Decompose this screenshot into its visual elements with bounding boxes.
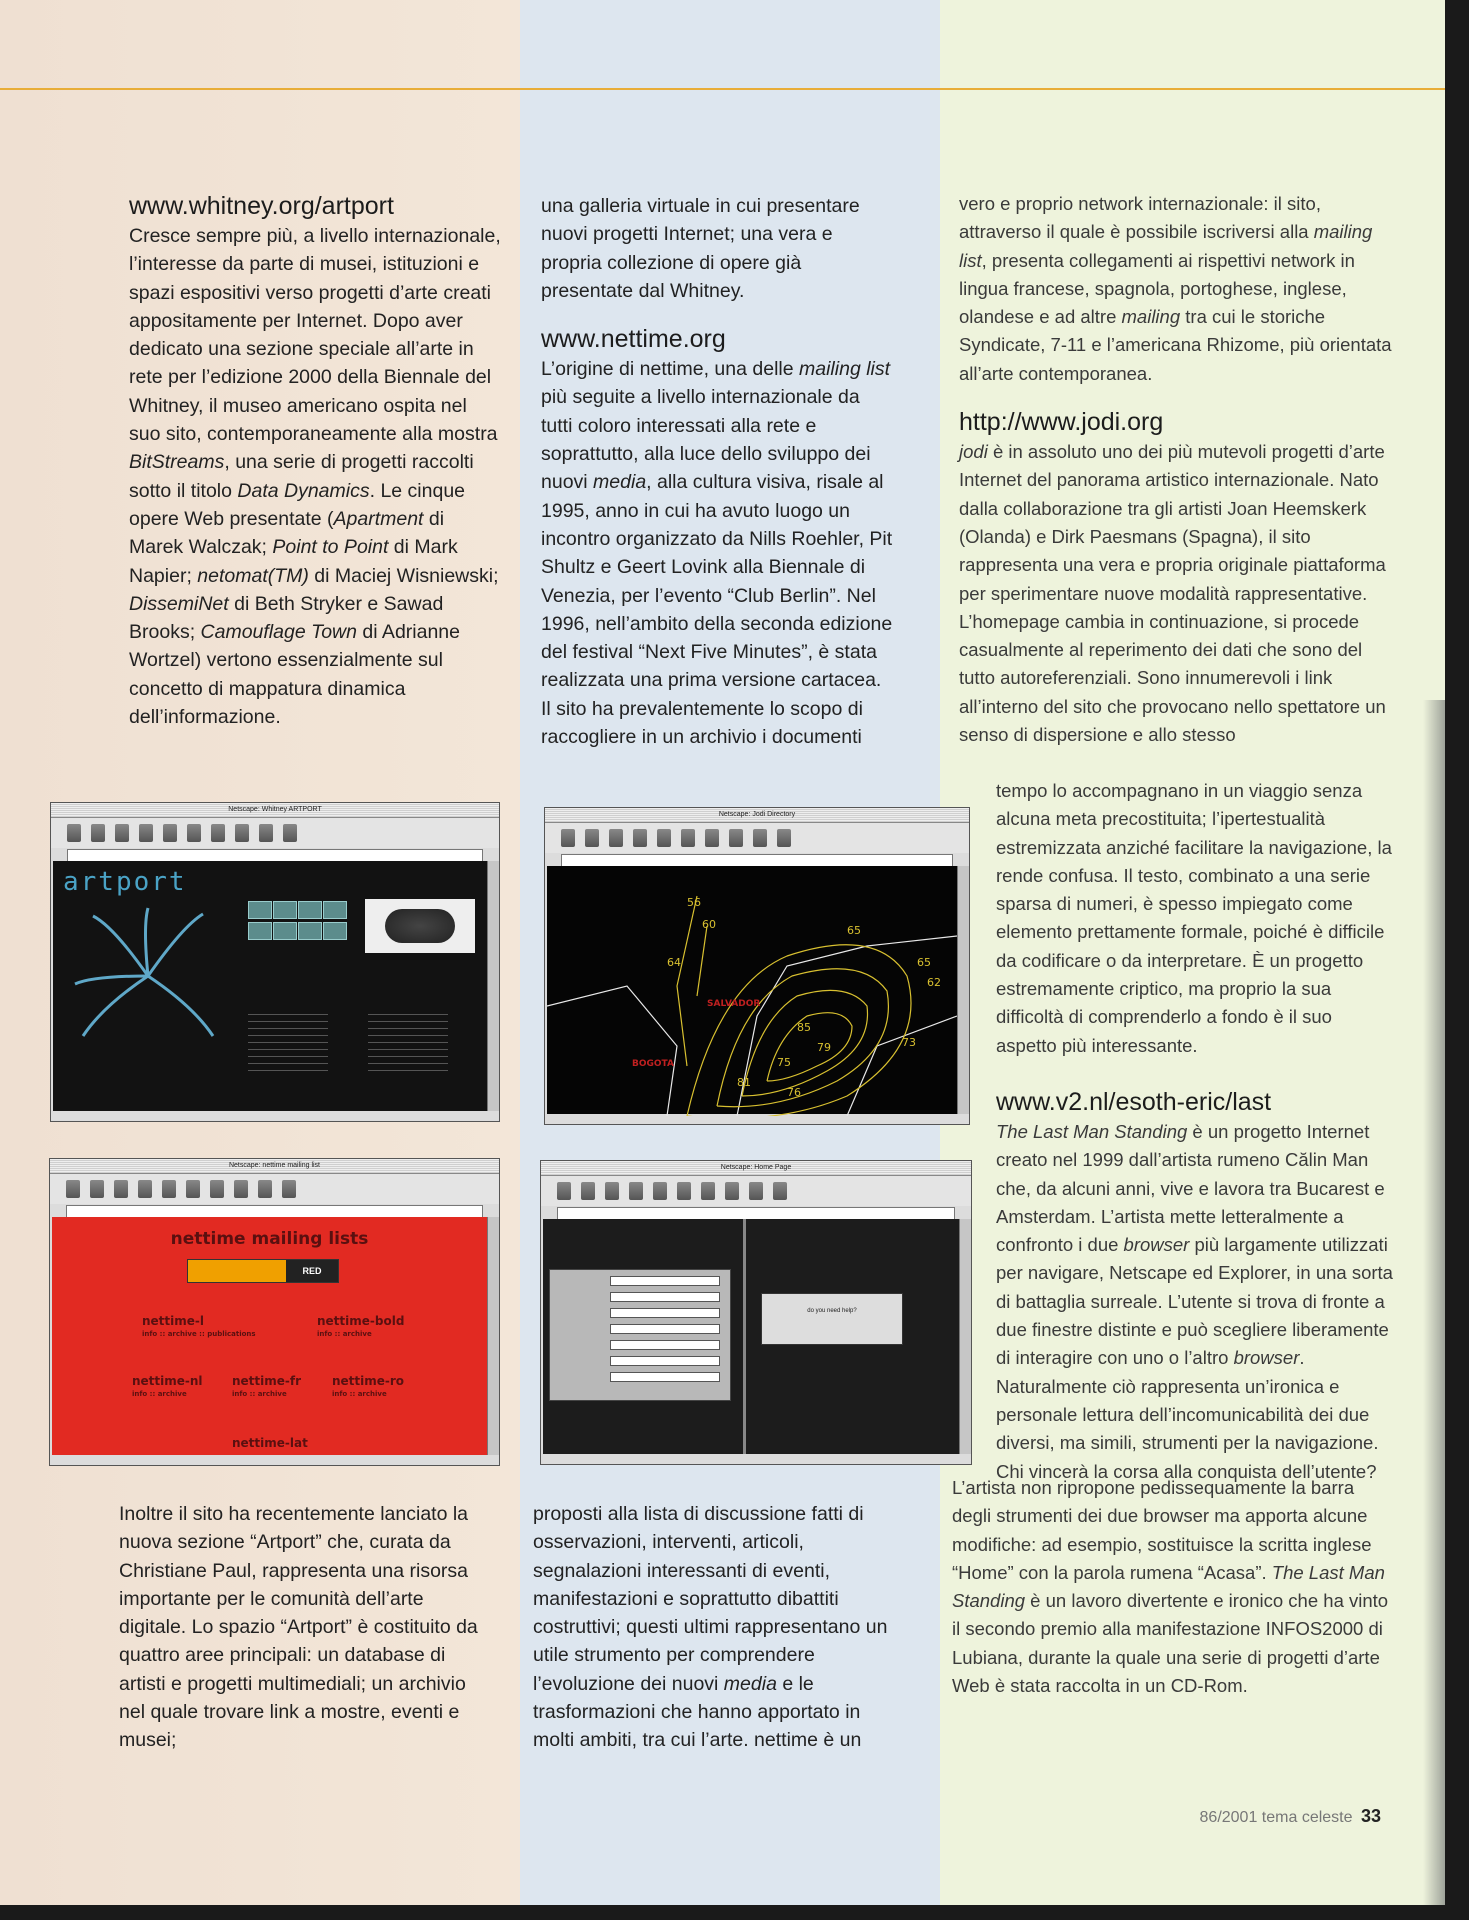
scrollbar: [487, 861, 499, 1111]
screenshot-last-man-standing: [540, 1160, 972, 1465]
paragraph-whitney-continued: una galleria virtuale in cui presentare nuovi progetti Internet; una vera e propria collezione di opere già presentate dal Whitney.: [541, 195, 860, 302]
svg-text:BOGOTA: BOGOTA: [632, 1059, 674, 1069]
paragraph-v2-continued: L’artista non ripropone pedissequamente la barra degli strumenti dei due browser ma apporta alcune modifiche: ad esempio, sostituisce la scritta inglese “Home” con la parola rumena “Acasa”. The Last Man Standing è un lavoro divertente e ironico che ha vinto il secondo premio alla manifestazione INFOS2000 di Lubiana, durante la quale una serie di progetti d’arte Web è stata raccolta in un CD-Rom.: [952, 1477, 1389, 1697]
list-item: nettime-lat: [232, 1436, 308, 1450]
svg-text:85: 85: [797, 1021, 811, 1034]
browser-toolbar: [50, 1174, 499, 1204]
heading-whitney: www.whitney.org/artport: [129, 192, 394, 220]
page-curl-shadow: [1423, 700, 1445, 1905]
svg-text:81: 81: [737, 1076, 751, 1089]
mail-preferences-panel: [549, 1269, 731, 1401]
artport-thumbnails: [248, 901, 345, 940]
list-item: nettime-bold info :: archive: [317, 1314, 405, 1338]
heading-jodi: http://www.jodi.org: [959, 408, 1164, 437]
artport-star-graphic: [73, 906, 223, 1046]
paragraph-nettime: L’origine di nettime, una delle mailing list più seguite a livello internazionale da tutti coloro interessati alla rete e soprattutto, alla luce dello sviluppo dei nuovi media, alla cultura visiva, risale al 1995, anno in cui ha avuto luogo un incontro organizzato da Nills Roehler, Pit Shultz e Geert Lovink alla Biennale di Venezia, per l’evento “Club Berlin”. Nel 1996, nell’ambito della seconda edizione del festival “Next Five Minutes”, è stata realizzata una prima versione cartacea. Il sito ha prevalentemente lo scopo di raccogliere in un archivio i documenti: [541, 358, 893, 749]
browser-toolbar: [51, 818, 499, 848]
list-item: nettime-l info :: archive :: publications: [142, 1314, 256, 1338]
nettime-banner: [187, 1259, 339, 1283]
screenshot-artport: [50, 802, 500, 1122]
svg-text:64: 64: [667, 956, 681, 969]
artport-text-block: [368, 1011, 448, 1071]
list-item: nettime-ro info :: archive: [332, 1374, 405, 1398]
column-2-top: [541, 192, 893, 751]
svg-text:79: 79: [817, 1041, 831, 1054]
issue-label: 86/2001 tema celeste: [1199, 1809, 1353, 1826]
list-item: nettime-nl info :: archive: [132, 1374, 203, 1398]
svg-text:73: 73: [902, 1036, 916, 1049]
help-dialog: [761, 1293, 903, 1345]
column-3-lower: [996, 1086, 1396, 1486]
top-rule: [0, 88, 1445, 90]
artport-content: [53, 861, 487, 1111]
column-2-bottom: [533, 1500, 905, 1755]
last-man-content: [543, 1219, 959, 1454]
list-item: nettime-fr info :: archive: [232, 1374, 302, 1398]
heading-v2: www.v2.nl/esoth-eric/last: [996, 1088, 1272, 1116]
paragraph-jodi-continued: tempo lo accompagnano in un viaggio senza alcuna meta precostituita; l’ipertestualità estremizzata anziché facilitare la navigazione, la rende confusa. Il testo, combinato a una serie sparsa di numeri, è spesso impiegato come elemento prettamente formale, poiché è difficile da codificare o da interpretare. È un progetto estremamente criptico, ma proprio la sua difficoltà di comprenderlo a fondo è il suo aspetto più interessante.: [996, 780, 1392, 1056]
window-title: Netscape: Jodi Directory: [545, 808, 969, 823]
page-number: 33: [1360, 1806, 1381, 1826]
paragraph-nettime-continued: vero e proprio network internazionale: il sito, attraverso il quale è possibile iscriversi alla mailing list, presenta collegamenti ai rispettivi network in lingua francese, spagnola, portoghese, inglese, olandese e ad altre mailing tra cui le storiche Syndicate, 7-11 e l’americana Rhizome, più orientata all’arte contemporanea.: [959, 193, 1392, 384]
page-footer: [1200, 1806, 1381, 1827]
paragraph-whitney: Cresce sempre più, a livello internazionale, l’interesse da parte di musei, istituzioni e spazi espositivi verso progetti d’arte creati appositamente per Internet. Dopo aver dedicato una sezione speciale all’arte in rete per l’edizione 2000 della Biennale del Whitney, il museo americano ospita nel suo sito, contemporaneamente alla mostra BitStreams, una serie di progetti raccolti sotto il titolo Data Dynamics. Le cinque opere Web presentate (Apartment di Marek Walczak; Point to Point di Mark Napier; netomat(TM) di Maciej Wisniewski; DissemiNet di Beth Stryker e Sawad Brooks; Camouflage Town di Adrianne Wortzel) vertono essenzialmente sul concetto di mappatura dinamica dell’informazione.: [129, 225, 501, 729]
scrollbar: [959, 1219, 971, 1454]
scrollbar: [957, 866, 969, 1114]
screenshot-jodi: [544, 807, 970, 1125]
svg-text:65: 65: [847, 924, 861, 937]
svg-text:60: 60: [702, 918, 716, 931]
paragraph-v2: The Last Man Standing è un progetto Internet creato nel 1999 dall’artista rumeno Călin Man che, da alcuni anni, vive e lavora tra Bucarest e Amsterdam. L’artista mette letteralmente a confronto i due browser più largamente utilizzati per navigare, Netscape ed Explorer, in una sorta di battaglia surreale. L’utente si trova di fronte a due finestre distinte e può scegliere liberamente di interagire con uno o l’altro browser. Naturalmente ciò rappresenta un’ironica e personale lettura dell’incomunicabilità dei due diversi, ma simili, strumenti per la navigazione. Chi vincerà la corsa alla conquista dell’utente?: [996, 1121, 1393, 1482]
column-1-top: [129, 190, 501, 731]
artport-photo: [365, 899, 475, 953]
svg-text:SALVADOR: SALVADOR: [707, 999, 761, 1009]
window-divider: [743, 1219, 746, 1454]
browser-toolbar: [545, 823, 969, 853]
jodi-contour-map: [547, 866, 957, 1116]
svg-text:75: 75: [777, 1056, 791, 1069]
column-3-top: [959, 190, 1401, 749]
screenshot-nettime: [49, 1158, 500, 1466]
heading-nettime: www.nettime.org: [541, 325, 726, 354]
svg-text:76: 76: [787, 1086, 801, 1099]
jodi-content: [547, 866, 957, 1114]
window-title: Netscape: nettime mailing list: [50, 1159, 499, 1174]
paragraph-artport: Inoltre il sito ha recentemente lanciato la nuova sezione “Artport” che, curata da Christiane Paul, rappresenta una risorsa importante per le comunità dell’arte digitale. Lo spazio “Artport” è costituito da quattro aree principali: un database di artisti e progetti multimediali; un archivio nel quale trovare link a mostre, eventi e musei;: [119, 1503, 478, 1752]
window-title: Netscape: Whitney ARTPORT: [51, 803, 499, 818]
svg-text:65: 65: [917, 956, 931, 969]
window-title: Netscape: Home Page: [541, 1161, 971, 1176]
column-1-bottom: [119, 1500, 491, 1755]
artport-logo: artport: [63, 867, 187, 897]
nettime-content: [52, 1217, 487, 1455]
browser-toolbar: [541, 1176, 971, 1206]
artport-text-block: [248, 1011, 328, 1071]
column-3-bottom: [952, 1474, 1392, 1700]
scrollbar: [487, 1217, 499, 1455]
help-dialog-text: do you need help?: [807, 1308, 857, 1314]
paragraph-jodi: jodi è in assoluto uno dei più mutevoli progetti d’arte Internet del panorama artistico internazionale. Nato dalla collaborazione tra gli artisti Joan Heemskerk (Olanda) e Dirk Paesmans (Spagna), il sito rappresenta una vera e propria originale piattaforma per sperimentare nuove modalità rappresentative. L’homepage cambia in continuazione, si procede casualmente al reperimento dei dati che sono del tutto autoreferenziali. Sono innumerevoli i link all’interno del sito che provocano nello spettatore un senso di dispersione e allo stesso: [959, 441, 1386, 746]
column-3-middle: [996, 777, 1396, 1060]
svg-text:56: 56: [687, 896, 701, 909]
nettime-heading: nettime mailing lists: [170, 1229, 369, 1249]
paragraph-nettime-archive: proposti alla lista di discussione fatti di osservazioni, interventi, articoli, segnalazioni interessanti di eventi, manifestazioni e soprattutto dibattiti costruttivi; questi ultimi rappresentano un utile strumento per comprendere l’evoluzione dei nuovi media e le trasformazioni che hanno apportato in molti ambiti, tra cui l’arte. nettime è un: [533, 1503, 888, 1752]
svg-text:62: 62: [927, 976, 941, 989]
banner-red-label: RED: [286, 1260, 338, 1282]
